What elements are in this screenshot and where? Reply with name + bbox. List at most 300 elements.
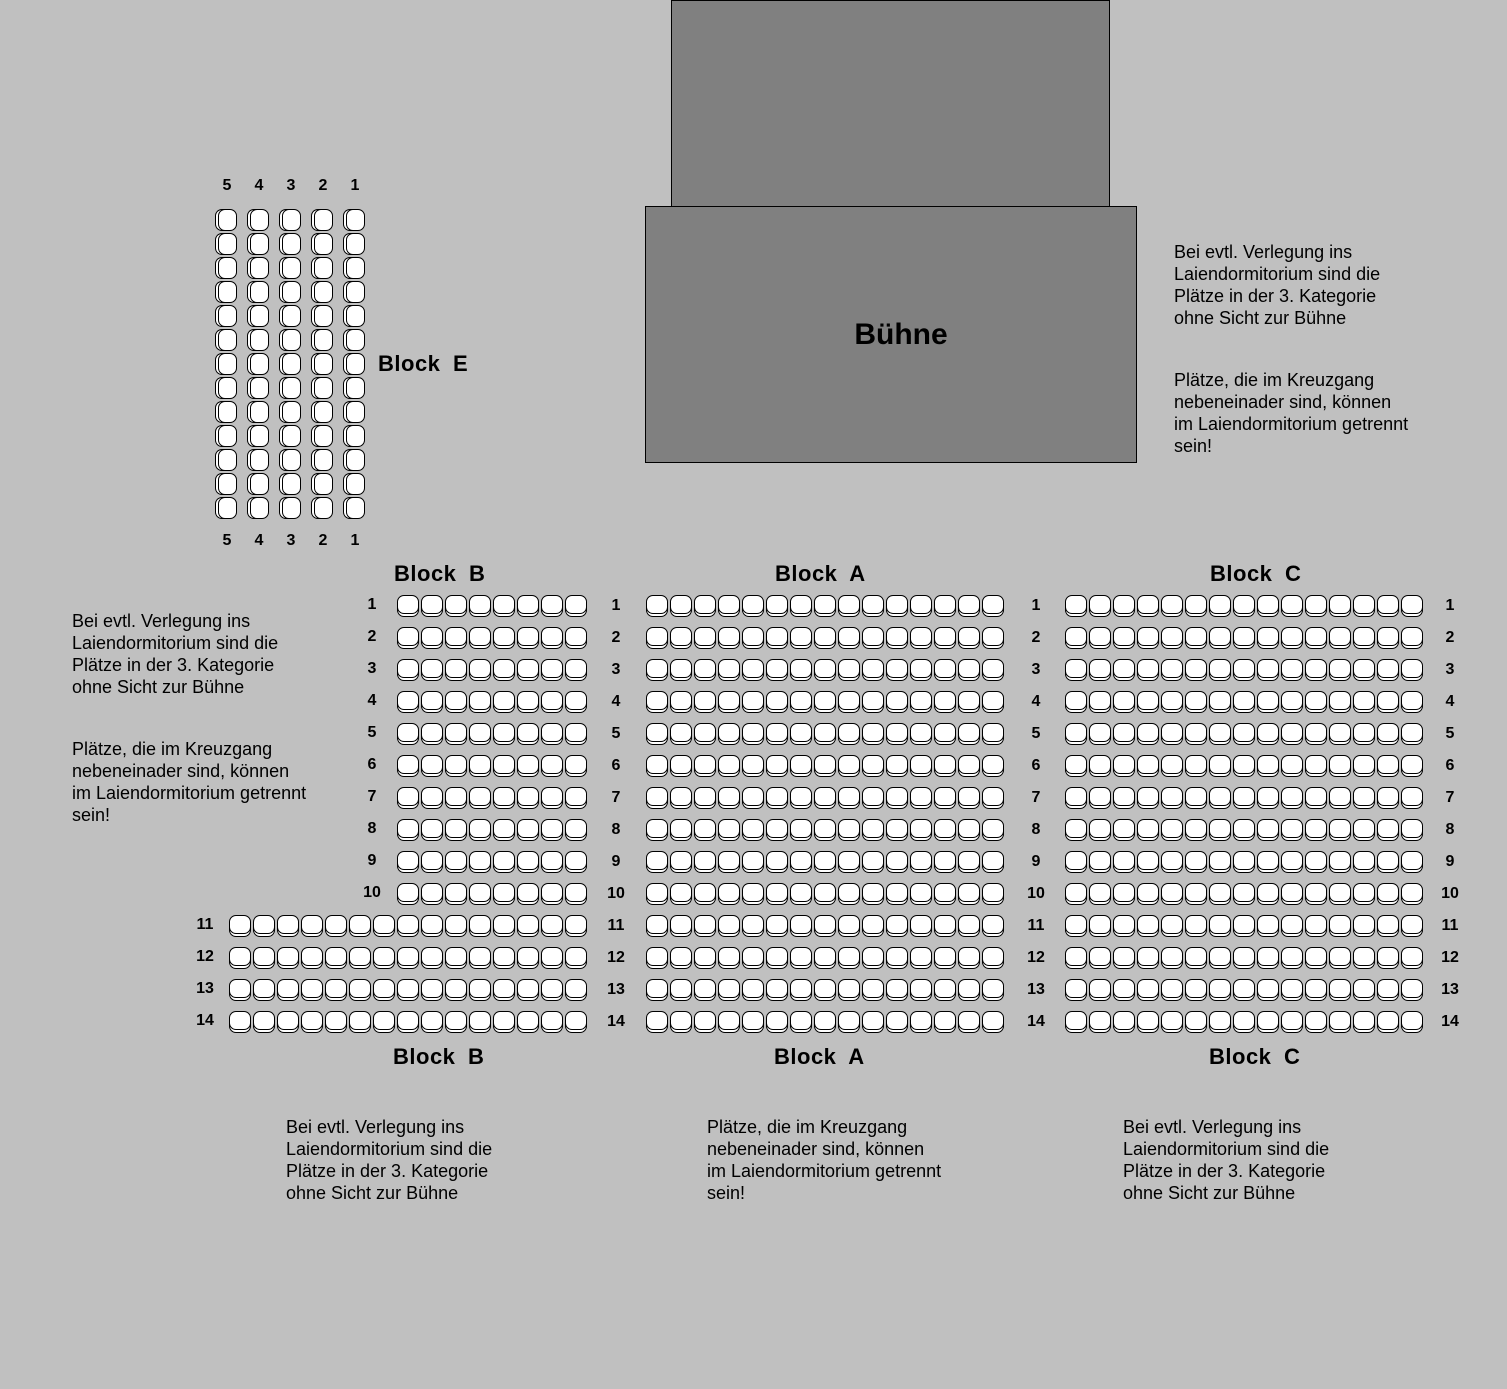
seat[interactable] [694, 819, 716, 838]
seat[interactable] [790, 851, 812, 870]
seat[interactable] [958, 691, 980, 710]
seat[interactable] [469, 915, 491, 934]
seat[interactable] [1329, 819, 1351, 838]
seat[interactable] [1233, 1011, 1255, 1030]
seat[interactable] [218, 353, 237, 375]
seat[interactable] [1137, 723, 1159, 742]
seat[interactable] [742, 691, 764, 710]
seat[interactable] [814, 819, 836, 838]
seat[interactable] [862, 851, 884, 870]
seat[interactable] [1377, 787, 1399, 806]
seat[interactable] [1401, 979, 1423, 998]
seat[interactable] [1137, 979, 1159, 998]
seat[interactable] [862, 979, 884, 998]
seat[interactable] [282, 281, 301, 303]
seat[interactable] [910, 595, 932, 614]
seat[interactable] [469, 883, 491, 902]
seat[interactable] [694, 627, 716, 646]
seat[interactable] [790, 659, 812, 678]
seat[interactable] [694, 787, 716, 806]
seat[interactable] [766, 595, 788, 614]
seat[interactable] [1353, 755, 1375, 774]
seat[interactable] [790, 627, 812, 646]
seat[interactable] [1137, 1011, 1159, 1030]
seat[interactable] [541, 595, 563, 614]
seat[interactable] [1113, 659, 1135, 678]
seat[interactable] [1185, 851, 1207, 870]
seat[interactable] [1185, 691, 1207, 710]
seat[interactable] [445, 755, 467, 774]
seat[interactable] [934, 915, 956, 934]
seat[interactable] [421, 691, 443, 710]
seat[interactable] [862, 723, 884, 742]
seat[interactable] [1161, 851, 1183, 870]
seat[interactable] [838, 819, 860, 838]
seat[interactable] [1065, 755, 1087, 774]
seat[interactable] [1137, 691, 1159, 710]
seat[interactable] [958, 723, 980, 742]
seat[interactable] [397, 915, 419, 934]
seat[interactable] [838, 1011, 860, 1030]
seat[interactable] [1065, 979, 1087, 998]
seat[interactable] [1161, 627, 1183, 646]
seat[interactable] [1329, 691, 1351, 710]
seat[interactable] [1209, 691, 1231, 710]
seat[interactable] [1113, 595, 1135, 614]
seat[interactable] [886, 755, 908, 774]
seat[interactable] [325, 979, 347, 998]
seat[interactable] [314, 305, 333, 327]
seat[interactable] [1089, 819, 1111, 838]
seat[interactable] [862, 627, 884, 646]
seat[interactable] [397, 659, 419, 678]
seat[interactable] [565, 691, 587, 710]
seat[interactable] [469, 755, 491, 774]
seat[interactable] [1113, 787, 1135, 806]
seat[interactable] [1377, 627, 1399, 646]
seat[interactable] [1377, 947, 1399, 966]
seat[interactable] [1233, 979, 1255, 998]
seat[interactable] [1329, 659, 1351, 678]
seat[interactable] [250, 329, 269, 351]
seat[interactable] [250, 281, 269, 303]
seat[interactable] [346, 329, 365, 351]
seat[interactable] [1257, 851, 1279, 870]
seat[interactable] [1377, 883, 1399, 902]
seat[interactable] [517, 627, 539, 646]
seat[interactable] [814, 947, 836, 966]
seat[interactable] [325, 915, 347, 934]
seat[interactable] [1353, 1011, 1375, 1030]
seat[interactable] [1089, 851, 1111, 870]
seat[interactable] [670, 595, 692, 614]
seat[interactable] [565, 627, 587, 646]
seat[interactable] [1329, 627, 1351, 646]
seat[interactable] [229, 947, 251, 966]
seat[interactable] [1353, 659, 1375, 678]
seat[interactable] [1209, 819, 1231, 838]
seat[interactable] [397, 1011, 419, 1030]
seat[interactable] [517, 1011, 539, 1030]
seat[interactable] [790, 979, 812, 998]
seat[interactable] [910, 819, 932, 838]
seat[interactable] [1257, 915, 1279, 934]
seat[interactable] [218, 497, 237, 519]
seat[interactable] [718, 979, 740, 998]
seat[interactable] [1209, 723, 1231, 742]
seat[interactable] [742, 755, 764, 774]
seat[interactable] [282, 425, 301, 447]
seat[interactable] [301, 979, 323, 998]
seat[interactable] [565, 659, 587, 678]
seat[interactable] [421, 851, 443, 870]
seat[interactable] [282, 353, 301, 375]
seat[interactable] [910, 691, 932, 710]
seat[interactable] [790, 787, 812, 806]
seat[interactable] [301, 915, 323, 934]
seat[interactable] [1233, 947, 1255, 966]
seat[interactable] [1377, 691, 1399, 710]
seat[interactable] [1161, 819, 1183, 838]
seat[interactable] [421, 755, 443, 774]
seat[interactable] [910, 979, 932, 998]
seat[interactable] [541, 883, 563, 902]
seat[interactable] [934, 755, 956, 774]
seat[interactable] [742, 947, 764, 966]
seat[interactable] [838, 851, 860, 870]
seat[interactable] [250, 473, 269, 495]
seat[interactable] [982, 947, 1004, 966]
seat[interactable] [1353, 787, 1375, 806]
seat[interactable] [1377, 979, 1399, 998]
seat[interactable] [1113, 691, 1135, 710]
seat[interactable] [646, 755, 668, 774]
seat[interactable] [1065, 915, 1087, 934]
seat[interactable] [445, 1011, 467, 1030]
seat[interactable] [1353, 851, 1375, 870]
seat[interactable] [349, 915, 371, 934]
seat[interactable] [229, 979, 251, 998]
seat[interactable] [982, 691, 1004, 710]
seat[interactable] [934, 595, 956, 614]
seat[interactable] [1065, 659, 1087, 678]
seat[interactable] [565, 755, 587, 774]
seat[interactable] [1353, 819, 1375, 838]
seat[interactable] [1329, 1011, 1351, 1030]
seat[interactable] [1377, 851, 1399, 870]
seat[interactable] [1161, 947, 1183, 966]
seat[interactable] [565, 787, 587, 806]
seat[interactable] [766, 819, 788, 838]
seat[interactable] [670, 1011, 692, 1030]
seat[interactable] [1065, 627, 1087, 646]
seat[interactable] [1113, 755, 1135, 774]
seat[interactable] [397, 851, 419, 870]
seat[interactable] [1137, 787, 1159, 806]
seat[interactable] [282, 305, 301, 327]
seat[interactable] [1329, 787, 1351, 806]
seat[interactable] [694, 595, 716, 614]
seat[interactable] [1065, 1011, 1087, 1030]
seat[interactable] [218, 257, 237, 279]
seat[interactable] [1305, 659, 1327, 678]
seat[interactable] [646, 1011, 668, 1030]
seat[interactable] [694, 723, 716, 742]
seat[interactable] [1281, 883, 1303, 902]
seat[interactable] [314, 497, 333, 519]
seat[interactable] [910, 915, 932, 934]
seat[interactable] [229, 1011, 251, 1030]
seat[interactable] [838, 755, 860, 774]
seat[interactable] [445, 723, 467, 742]
seat[interactable] [314, 425, 333, 447]
seat[interactable] [517, 979, 539, 998]
seat[interactable] [790, 915, 812, 934]
seat[interactable] [1257, 659, 1279, 678]
seat[interactable] [862, 883, 884, 902]
seat[interactable] [218, 281, 237, 303]
seat[interactable] [910, 723, 932, 742]
seat[interactable] [282, 257, 301, 279]
seat[interactable] [541, 851, 563, 870]
seat[interactable] [982, 851, 1004, 870]
seat[interactable] [934, 819, 956, 838]
seat[interactable] [1401, 947, 1423, 966]
seat[interactable] [982, 787, 1004, 806]
seat[interactable] [314, 209, 333, 231]
seat[interactable] [314, 281, 333, 303]
seat[interactable] [766, 979, 788, 998]
seat[interactable] [1137, 883, 1159, 902]
seat[interactable] [397, 819, 419, 838]
seat[interactable] [1233, 883, 1255, 902]
seat[interactable] [886, 595, 908, 614]
seat[interactable] [1377, 1011, 1399, 1030]
seat[interactable] [1233, 595, 1255, 614]
seat[interactable] [766, 691, 788, 710]
seat[interactable] [958, 1011, 980, 1030]
seat[interactable] [886, 947, 908, 966]
seat[interactable] [445, 947, 467, 966]
seat[interactable] [1185, 595, 1207, 614]
seat[interactable] [282, 449, 301, 471]
seat[interactable] [541, 915, 563, 934]
seat[interactable] [250, 353, 269, 375]
seat[interactable] [1305, 723, 1327, 742]
seat[interactable] [1209, 979, 1231, 998]
seat[interactable] [541, 1011, 563, 1030]
seat[interactable] [565, 1011, 587, 1030]
seat[interactable] [346, 353, 365, 375]
seat[interactable] [982, 659, 1004, 678]
seat[interactable] [742, 1011, 764, 1030]
seat[interactable] [862, 915, 884, 934]
seat[interactable] [1281, 787, 1303, 806]
seat[interactable] [718, 595, 740, 614]
seat[interactable] [1305, 851, 1327, 870]
seat[interactable] [982, 723, 1004, 742]
seat[interactable] [469, 819, 491, 838]
seat[interactable] [517, 851, 539, 870]
seat[interactable] [1089, 883, 1111, 902]
seat[interactable] [469, 595, 491, 614]
seat[interactable] [1209, 627, 1231, 646]
seat[interactable] [1185, 947, 1207, 966]
seat[interactable] [421, 883, 443, 902]
seat[interactable] [421, 819, 443, 838]
seat[interactable] [742, 883, 764, 902]
seat[interactable] [218, 401, 237, 423]
seat[interactable] [565, 979, 587, 998]
seat[interactable] [718, 787, 740, 806]
seat[interactable] [1305, 819, 1327, 838]
seat[interactable] [541, 947, 563, 966]
seat[interactable] [982, 915, 1004, 934]
seat[interactable] [253, 947, 275, 966]
seat[interactable] [277, 915, 299, 934]
seat[interactable] [766, 659, 788, 678]
seat[interactable] [934, 723, 956, 742]
seat[interactable] [814, 755, 836, 774]
seat[interactable] [1185, 787, 1207, 806]
seat[interactable] [493, 883, 515, 902]
seat[interactable] [694, 883, 716, 902]
seat[interactable] [646, 883, 668, 902]
seat[interactable] [1089, 755, 1111, 774]
seat[interactable] [397, 883, 419, 902]
seat[interactable] [282, 401, 301, 423]
seat[interactable] [886, 1011, 908, 1030]
seat[interactable] [445, 819, 467, 838]
seat[interactable] [766, 947, 788, 966]
seat[interactable] [1089, 1011, 1111, 1030]
seat[interactable] [282, 329, 301, 351]
seat[interactable] [670, 883, 692, 902]
seat[interactable] [670, 627, 692, 646]
seat[interactable] [934, 883, 956, 902]
seat[interactable] [1161, 691, 1183, 710]
seat[interactable] [718, 755, 740, 774]
seat[interactable] [493, 1011, 515, 1030]
seat[interactable] [766, 755, 788, 774]
seat[interactable] [1353, 915, 1375, 934]
seat[interactable] [694, 691, 716, 710]
seat[interactable] [1281, 947, 1303, 966]
seat[interactable] [346, 473, 365, 495]
seat[interactable] [250, 401, 269, 423]
seat[interactable] [934, 659, 956, 678]
seat[interactable] [541, 691, 563, 710]
seat[interactable] [493, 595, 515, 614]
seat[interactable] [790, 947, 812, 966]
seat[interactable] [766, 627, 788, 646]
seat[interactable] [1185, 627, 1207, 646]
seat[interactable] [1257, 1011, 1279, 1030]
seat[interactable] [1161, 979, 1183, 998]
seat[interactable] [1209, 755, 1231, 774]
seat[interactable] [718, 883, 740, 902]
seat[interactable] [1209, 947, 1231, 966]
seat[interactable] [814, 659, 836, 678]
seat[interactable] [766, 851, 788, 870]
seat[interactable] [646, 819, 668, 838]
seat[interactable] [814, 979, 836, 998]
seat[interactable] [718, 851, 740, 870]
seat[interactable] [541, 659, 563, 678]
seat[interactable] [766, 883, 788, 902]
seat[interactable] [670, 819, 692, 838]
seat[interactable] [1065, 723, 1087, 742]
seat[interactable] [565, 883, 587, 902]
seat[interactable] [862, 1011, 884, 1030]
seat[interactable] [838, 691, 860, 710]
seat[interactable] [346, 449, 365, 471]
seat[interactable] [934, 691, 956, 710]
seat[interactable] [1065, 819, 1087, 838]
seat[interactable] [742, 723, 764, 742]
seat[interactable] [1281, 851, 1303, 870]
seat[interactable] [565, 851, 587, 870]
seat[interactable] [1305, 915, 1327, 934]
seat[interactable] [1137, 755, 1159, 774]
seat[interactable] [862, 947, 884, 966]
seat[interactable] [1089, 691, 1111, 710]
seat[interactable] [1185, 723, 1207, 742]
seat[interactable] [1305, 1011, 1327, 1030]
seat[interactable] [314, 233, 333, 255]
seat[interactable] [346, 401, 365, 423]
seat[interactable] [1113, 979, 1135, 998]
seat[interactable] [814, 851, 836, 870]
seat[interactable] [282, 473, 301, 495]
seat[interactable] [373, 915, 395, 934]
seat[interactable] [718, 819, 740, 838]
seat[interactable] [1113, 819, 1135, 838]
seat[interactable] [814, 627, 836, 646]
seat[interactable] [346, 257, 365, 279]
seat[interactable] [982, 595, 1004, 614]
seat[interactable] [646, 627, 668, 646]
seat[interactable] [1161, 723, 1183, 742]
seat[interactable] [253, 915, 275, 934]
seat[interactable] [250, 449, 269, 471]
seat[interactable] [958, 915, 980, 934]
seat[interactable] [1281, 723, 1303, 742]
seat[interactable] [1233, 787, 1255, 806]
seat[interactable] [862, 691, 884, 710]
seat[interactable] [1401, 627, 1423, 646]
seat[interactable] [670, 755, 692, 774]
seat[interactable] [1305, 627, 1327, 646]
seat[interactable] [314, 401, 333, 423]
seat[interactable] [1353, 627, 1375, 646]
seat[interactable] [1065, 691, 1087, 710]
seat[interactable] [646, 979, 668, 998]
seat[interactable] [886, 819, 908, 838]
seat[interactable] [397, 595, 419, 614]
seat[interactable] [397, 787, 419, 806]
seat[interactable] [1401, 915, 1423, 934]
seat[interactable] [250, 209, 269, 231]
seat[interactable] [838, 595, 860, 614]
seat[interactable] [517, 723, 539, 742]
seat[interactable] [1233, 819, 1255, 838]
seat[interactable] [493, 915, 515, 934]
seat[interactable] [718, 659, 740, 678]
seat[interactable] [1257, 755, 1279, 774]
seat[interactable] [886, 979, 908, 998]
seat[interactable] [886, 851, 908, 870]
